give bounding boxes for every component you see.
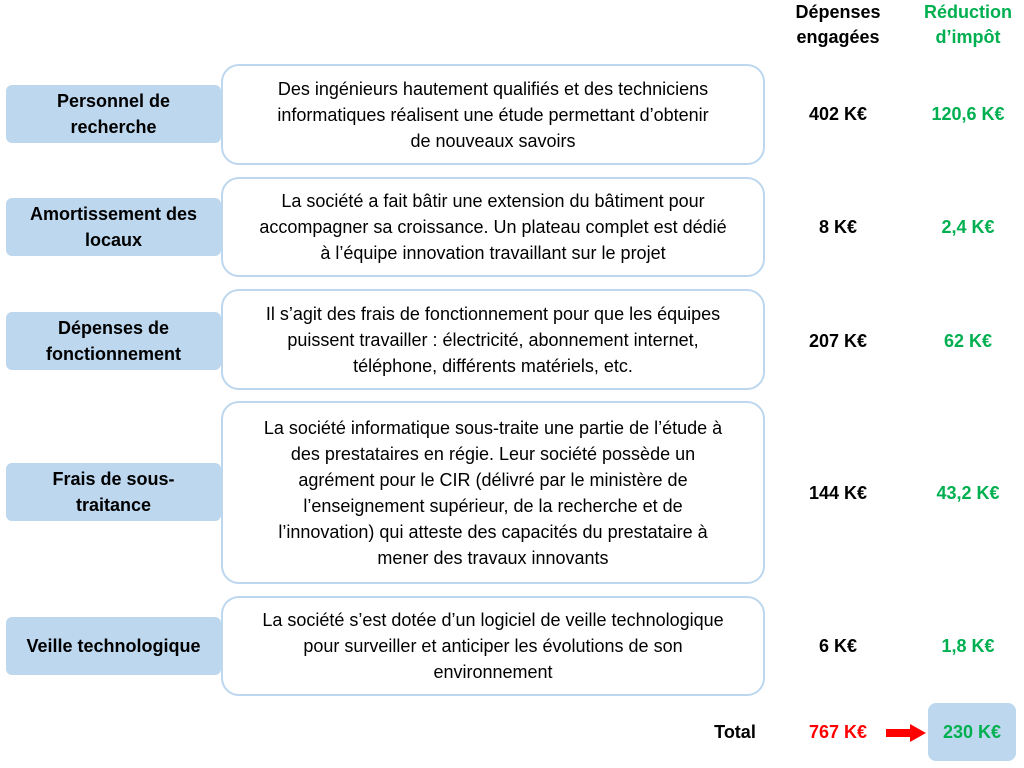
header-spend: Dépenses engagées — [795, 2, 881, 47]
row-spend-fonctionnement: 207 K€ — [808, 330, 868, 351]
row-reduction-fonctionnement: 62 K€ — [943, 330, 993, 351]
header-reduction: Réduction d’impôt — [924, 2, 1012, 47]
right-arrow-icon — [886, 724, 926, 742]
total-reduction: 230 K€ — [928, 703, 1016, 761]
row-label-sous-traitance: Frais de sous- traitance — [6, 463, 221, 521]
total-label: Total — [714, 721, 756, 742]
row-spend-veille: 6 K€ — [818, 635, 858, 656]
row-reduction-sous-traitance: 43,2 K€ — [936, 482, 1000, 503]
row-description-veille: La société s’est dotée d’un logiciel de veille technologique pour surveiller et anticiper les évolutions de son environnement — [221, 596, 765, 696]
row-spend-personnel: 402 K€ — [808, 103, 868, 124]
row-label-amortissement: Amortissement des locaux — [6, 198, 221, 256]
row-reduction-personnel: 120,6 K€ — [931, 103, 1005, 124]
row-reduction-veille: 1,8 K€ — [941, 635, 995, 656]
row-label-fonctionnement: Dépenses de fonctionnement — [6, 312, 221, 370]
row-reduction-amortissement: 2,4 K€ — [941, 216, 995, 237]
total-spend: 767 K€ — [808, 721, 868, 742]
row-description-sous-traitance: La société informatique sous-traite une partie de l’étude à des prestataires en régie. Leur société possède un agrément pour le CIR (délivré par le ministère de l’enseignement supérieur, de la recherche et de l’innovation) qui atteste des capacités du prestataire à mener des travaux innovants — [221, 401, 765, 584]
row-description-fonctionnement: Il s’agit des frais de fonctionnement pour que les équipes puissent travailler : électricité, abonnement internet, téléphone, différents matériels, etc. — [221, 289, 765, 390]
row-label-veille: Veille technologique — [6, 617, 221, 675]
row-description-amortissement: La société a fait bâtir une extension du bâtiment pour accompagner sa croissance. Un plateau complet est dédié à l’équipe innovation travaillant sur le projet — [221, 177, 765, 277]
row-spend-sous-traitance: 144 K€ — [808, 482, 868, 503]
row-spend-amortissement: 8 K€ — [818, 216, 858, 237]
row-label-personnel: Personnel de recherche — [6, 85, 221, 143]
row-description-personnel: Des ingénieurs hautement qualifiés et des techniciens informatiques réalisent une étude permettant d’obtenir de nouveaux savoirs — [221, 64, 765, 165]
